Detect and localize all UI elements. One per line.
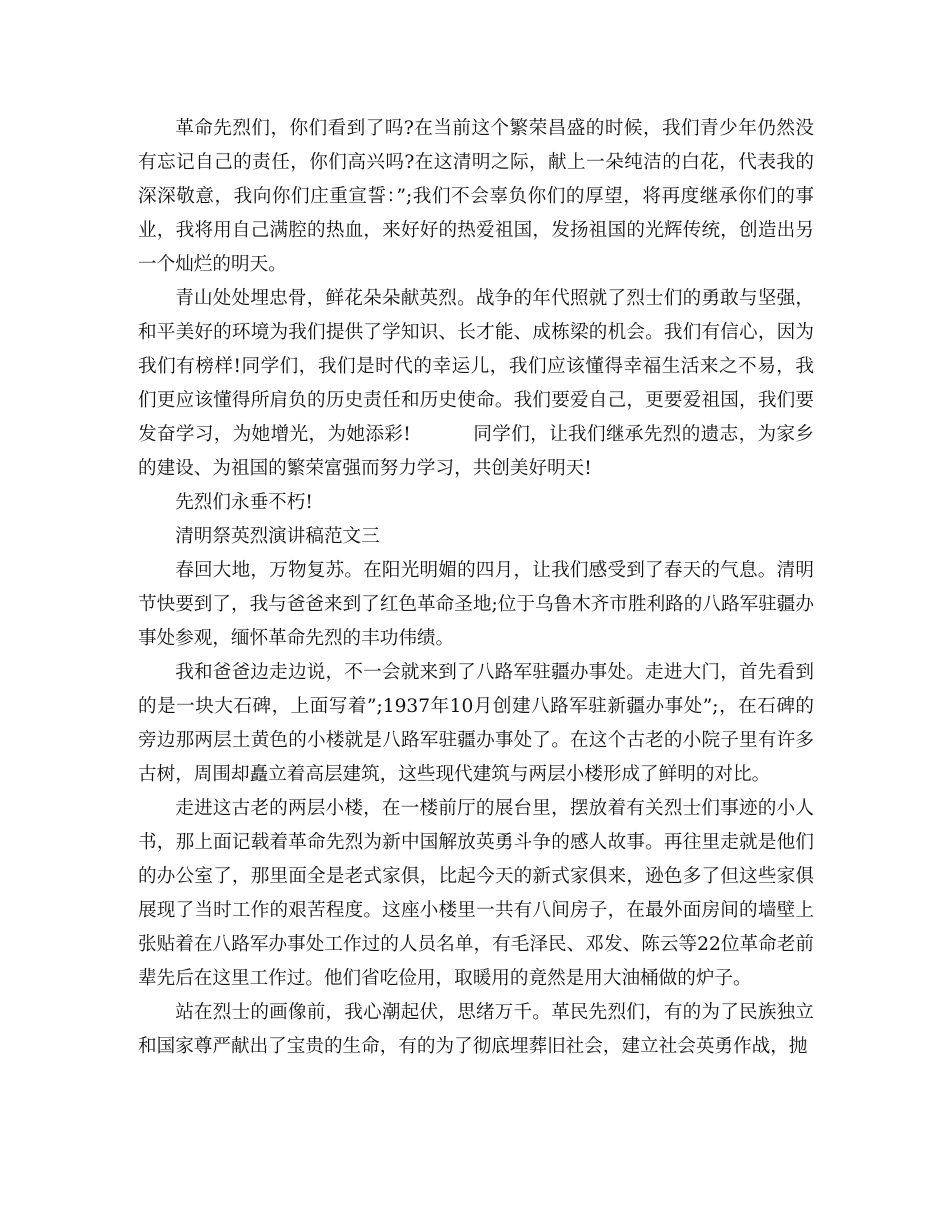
paragraph-vow: 革命先烈们，你们看到了吗?在当前这个繁荣昌盛的时候，我们青少年仍然没有忘记自己的责任，你们高兴吗?在这清明之际，献上一朵纯洁的白花，代表我的深深敬意，我向你们庄重宣誓：”;我们不会辜负你们的厚望，将再度继承你们的事业，我将用自己满腔的热血，来好好的热爱祖国，发扬祖国的光辉传统，创造出另一个灿烂的明天。 bbox=[138, 118, 814, 275]
document-body bbox=[138, 112, 814, 1064]
paragraph-portrait: 站在烈士的画像前，我心潮起伏，思绪万千。革民先烈们，有的为了民族独立和国家尊严献出了宝贵的生命，有的为了彻底埋葬旧社会，建立社会英勇作战，抛 bbox=[138, 1002, 814, 1057]
paragraph-immortal: 先烈们永垂不朽! bbox=[175, 492, 313, 513]
section-title: 清明祭英烈演讲稿范文三 bbox=[175, 526, 380, 547]
paragraph-green-hills: 青山处处埋忠骨，鲜花朵朵献英烈。战争的年代照就了烈士们的勇敢与坚强，和平美好的环境为我们提供了学知识、长才能、成栋梁的机会。我们有信心，因为我们有榜样!同学们，我们是时代的幸运儿，我们应该懂得幸福生活来之不易，我们更应该懂得所肩负的历史责任和历史使命。我们要爱自己，更要爱祖国，我们要发奋学习，为她增光，为她添彩! 同学们，让我们继承先烈的遗志，为家乡的建设、为祖国的繁荣富强而努力学习，共创美好明天! bbox=[138, 288, 814, 479]
paragraph-spring: 春回大地，万物复苏。在阳光明媚的四月，让我们感受到了春天的气息。清明节快要到了，我与爸爸来到了红色革命圣地;位于乌鲁木齐市胜利路的八路军驻疆办事处参观，缅怀革命先烈的丰功伟绩。 bbox=[138, 560, 814, 649]
paragraph-stone-tablet: 我和爸爸边走边说，不一会就来到了八路军驻疆办事处。走进大门，首先看到的是一块大石碑，上面写着”;1937年10月创建八路军驻新疆办事处”;，在石碑的旁边那两层土黄色的小楼就是八路军驻疆办事处了。在这个古老的小院子里有许多古树，周围却矗立着高层建筑，这些现代建筑与两层小楼形成了鲜明的对比。 bbox=[138, 662, 814, 785]
paragraph-two-story-building: 走进这古老的两层小楼，在一楼前厅的展台里，摆放着有关烈士们事迹的小人书，那上面记载着革命先烈为新中国解放英勇斗争的感人故事。再往里走就是他们的办公室了，那里面全是老式家俱，比起今天的新式家俱来，逊色多了但这些家俱展现了当时工作的艰苦程度。这座小楼里一共有八间房子，在最外面房间的墙壁上张贴着在八路军办事处工作过的人员名单，有毛泽民、邓发、陈云等22位革命老前辈先后在这里工作过。他们省吃俭用，取暖用的竟然是用大油桶做的炉子。 bbox=[138, 798, 814, 989]
